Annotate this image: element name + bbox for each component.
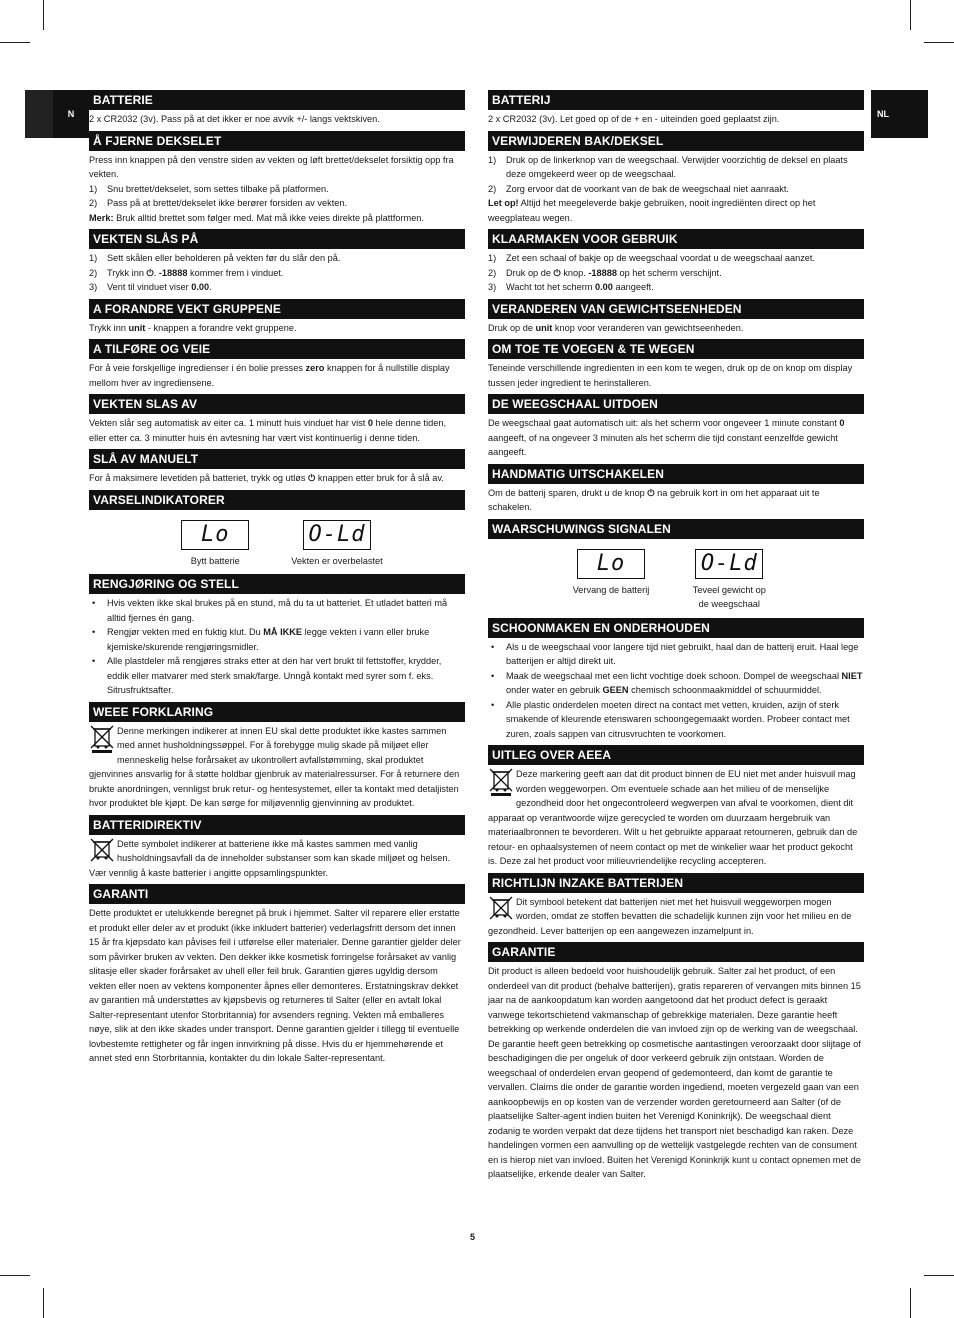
section-heading: RICHTLIJN INZAKE BATTERIJEN [488, 873, 864, 893]
section-heading: KLAARMAKEN VOOR GEBRUIK [488, 229, 864, 249]
list-text: . [209, 282, 212, 292]
section-forandre-vekt [89, 299, 465, 336]
section-klaarmaken [488, 229, 864, 295]
list-item [488, 182, 864, 197]
numbered-list [488, 153, 864, 197]
section-text: Dette produktet er utelukkende beregnet på bruk i hjemmet. Salter vil reparere eller erstatte et produkt eller deler av et produkt (ikke inkludert batterier) vederlagsfritt dersom det innen 15 år fra kjøpsdato kan påvises feil i utførelse eller materialer. Denne garantier gjelder deler som påvirker bruken av vekten. Den dekker ikke kosmetisk forringelse forårsaket av vanlig slitasje eller skader forårsaket av uhell eller feil bruk. Garantien gjøres ugyldig dersom vekten eller noen av vektens komponenter åpnes eller demonteres. Erstatningskrav dekket av garantien må understøttes av kjøpsbevis og returneres til Salter (eller en avtalt lokal Salter-representant utenfor Storbritannia) for avsenders regning. Vekten må emballeres nøye, slik at den ikke skades under transport. Denne garantien gjelder i tillegg til eventuelle lovbestemte rettigheter og får ingen innvirkning på disse. Hvis du er hjemmehørende et annet sted enn Storbritannia, kontakter du din lokale Salter-representant. [89, 908, 461, 1063]
emphasis: NIET [841, 670, 863, 681]
list-item: • Rengjør vekten med en fuktig klut. Du MÅ IKKE legge vekten i vann eller bruke kjemiske/skurende rengjøringsmidler. [89, 625, 465, 654]
list-number: 1) [488, 253, 497, 263]
list-text: Vent til vinduet viser [107, 282, 192, 292]
list-item: • Alle plastdeler må rengjøres straks etter at den har vert brukt til fettstoffer, krydder, eddik eller matvarer med sterk smak/farge. Unngå kontakt med syrer som f. eks. Sitrusfruktsafter. [89, 654, 465, 698]
list-item [89, 280, 465, 295]
section-text: Trykk inn unit - knappen a forandre vekt gruppene. [89, 322, 297, 333]
list-number: 2) [89, 198, 98, 208]
section-fjerne-dekselet [89, 131, 465, 226]
list-number: 1) [488, 154, 497, 165]
section-heading: VEKTEN SLAS AV [89, 394, 465, 414]
section-tilfore-og-veie [89, 339, 465, 390]
list-item [488, 153, 864, 182]
indicator-overload [291, 520, 382, 569]
display-value: 0 [367, 418, 373, 428]
note-label: Let op! [488, 198, 519, 208]
lcd-display: O-Ld [695, 549, 763, 579]
list-number: 2) [488, 267, 497, 278]
crop-mark [43, 0, 44, 30]
numbered-list [89, 182, 465, 211]
power-icon: ⏻ [146, 267, 154, 278]
section-heading: WEEE FORKLARING [89, 702, 465, 722]
section-text: 2 x CR2032 (3v). Let goed op of de + en - uiteinden goed geplaatst zijn. [488, 114, 780, 124]
unit-key: unit [128, 322, 146, 333]
section-text: Om de batterij sparen, drukt u de knop ⏻ na gebruik kort in om het apparaat uit te schakelen. [488, 487, 820, 512]
crop-mark [25, 90, 53, 138]
note [488, 196, 864, 225]
list-number: 2) [89, 267, 98, 278]
indicator-low-battery [573, 549, 650, 612]
crop-mark [0, 1275, 30, 1276]
section-text: Druk op de unit knop voor veranderen van gewichtseenheden. [488, 322, 744, 333]
bullet-list [488, 640, 864, 742]
section-batterij [488, 90, 864, 127]
lcd-display: Lo [577, 549, 645, 579]
list-text: Zet een schaal of bakje op de weegschaal voordat u de weegschaal aanzet. [506, 253, 816, 263]
numbered-list [89, 251, 465, 295]
section-heading: BATTERIDIREKTIV [89, 815, 465, 835]
note [89, 211, 465, 226]
lcd-display: O-Ld [303, 520, 371, 550]
section-heading: VEKTEN SLÅS PÅ [89, 229, 465, 249]
language-tab-norwegian [53, 90, 89, 138]
indicator-row [89, 512, 465, 571]
crop-mark [924, 42, 954, 43]
wheelie-bin-crossed-icon [89, 837, 115, 863]
section-heading: UITLEG OVER AEEA [488, 745, 864, 765]
list-item [89, 196, 465, 211]
indicator-overload [689, 549, 769, 612]
section-rengjoring [89, 574, 465, 698]
note-label: Merk: [89, 212, 114, 223]
list-item [488, 280, 864, 295]
section-varselindikatorer [89, 490, 465, 571]
section-text: 2 x CR2032 (3v). Pass på at det ikker er noe avvik +/- langs vektskiven. [89, 114, 380, 124]
section-vekten-slas-av [89, 394, 465, 445]
section-text: Deze markering geeft aan dat dit product binnen de EU niet met ander huisvuil mag worden weggeworpen. Om eventuele schade aan het milieu of de menselijke gezondheid door het ongecontroleerd wegwerpen van afval te voorkomen, dient dit apparaat op verantwoorde wijze gerecycled te worden om duurzaam hergebruik van materiaalbronnen te bevorderen. Wilt u het gebruikte apparaat retourneren, gebruik dan de retour- en ophaalsystemen of neem contact op met de winkelier waar het product gekocht is. Deze zal het product voor milieuvriendelijke recycling accepteren. [488, 769, 858, 866]
list-number: 3) [488, 282, 497, 292]
list-text: Druk op de [506, 267, 554, 278]
section-text: Dit product is alleen bedoeld voor huishoudelijk gebruik. Salter zal het product, of een onderdeel van dit product (behalve batterijen), gratis repareren of vervangen mits binnen 15 jaar na de aankoopdatum kan worden aangetoond dat het product defect is geraakt vanwege tekortschietend vakmanschap of gebrekkige materialen. Deze garantie heeft betrekking op werkende onderdelen die van invloed zijn op de werking van de weegschaal. De garantie heeft geen betrekking op cosmetische aantastingen veroorzaakt door slijtage of beschadigingen die per ongeluk of door verkeerd gebruik zijn ontstaan. Worden de weegschaal of onderdelen ervan geopend of gedemonteerd, dan komt de garantie te vervallen. Claims die onder de garantie worden ingediend, moeten vergezeld gaan van een aankoopbewijs en op kosten van de verzender worden geretourneerd aan Salter (of de plaatselijke Salter-agent indien buiten het Verenigd Koninkrijk). De weegschaal dient zodanig te worden verpakt dat deze tijdens het transport niet beschadigd kan raken. Deze handelingen vormen een aanvulling op de wettelijk vastgelegde rechten van de consument en is hierop niet van invloed. Buiten het Verenigd Koninkrijk kunt u contact opnemen met de plaatselijke, erkende dealer van Salter. [488, 966, 861, 1179]
list-item [89, 182, 465, 197]
emphasis: MÅ IKKE [263, 627, 303, 637]
numbered-list [488, 251, 864, 295]
section-heading: A TILFØRE OG VEIE [89, 339, 465, 359]
section-heading: HANDMATIG UITSCHAKELEN [488, 464, 864, 484]
section-heading: OM TOE TE VOEGEN & TE WEGEN [488, 339, 864, 359]
indicator-caption: Teveel gewicht op de weegschaal [692, 584, 766, 609]
section-aeea [488, 745, 864, 869]
section-vekten-slas-pa [89, 229, 465, 295]
section-text: For å veie forskjellige ingredienser i én bolie presses zero knappen for å nullstille display mellom hver av ingrediensene. [89, 363, 450, 388]
list-item: • Als u de weegschaal voor langere tijd niet gebruikt, haal dan de batterij eruit. Haal lege batterijen er altijd direkt uit. [488, 640, 864, 669]
section-heading: A FORANDRE VEKT GRUPPENE [89, 299, 465, 319]
zero-key: zero [305, 363, 325, 373]
indicator-row [488, 541, 864, 614]
section-batteridirektiv [89, 815, 465, 881]
section-sla-av-manuelt [89, 449, 465, 486]
display-value: -18888 [588, 267, 617, 278]
power-icon: ⏻ [553, 267, 561, 278]
section-veranderen [488, 299, 864, 336]
display-value: 0.00 [191, 282, 210, 292]
bullet-list [89, 596, 465, 698]
section-waarschuwing [488, 519, 864, 614]
section-handmatig [488, 464, 864, 515]
section-garantie [488, 942, 864, 1182]
section-schoonmaken [488, 618, 864, 742]
list-item [89, 266, 465, 281]
list-number: 2) [488, 183, 497, 194]
display-value: 0 [839, 418, 845, 428]
section-heading: VERANDEREN VAN GEWICHTSEENHEDEN [488, 299, 864, 319]
list-text: Wacht tot het scherm [506, 282, 596, 292]
emphasis: GEEN [602, 685, 629, 695]
section-toevoegen [488, 339, 864, 390]
indicator-caption: Vekten er overbelastet [291, 555, 383, 566]
section-batterie [89, 90, 465, 127]
section-text: Denne merkingen indikerer at innen EU skal dette produktet ikke kastes sammen med annet husholdningssøppel. For å forebygge mulig skade på miljøet eller menneskelig helse forårsaket av ukontrollert avfallstømming, skal produktet gjenvinnes ansvarlig for å støtte holdbar gjenbruk av materialressurser. For å returnere den brukte anordningen, vennligst bruk retur- og hentesystemet, eller ta kontakt med detaljisten hvor produktet ble kjøpt. De kan sørge for miljøvennlig gjenvinning av produktet. [89, 725, 460, 808]
crop-mark [924, 1275, 954, 1276]
display-value: -18888 [158, 267, 188, 278]
section-weee [89, 702, 465, 811]
list-item: • Maak de weegschaal met een licht vochtige doek schoon. Dompel de weegschaal NIET onder water en gebruik GEEN chemisch schoonmaakmiddel of schuurmiddel. [488, 669, 864, 698]
section-heading: WAARSCHUWINGS SIGNALEN [488, 519, 864, 539]
indicator-low-battery [181, 520, 249, 569]
power-icon: ⏻ [308, 473, 316, 483]
tab-label: N [67, 109, 75, 119]
list-number: 1) [89, 183, 98, 194]
list-text: Zorg ervoor dat de voorkant van de bak de weegschaal niet aanraakt. [506, 183, 789, 194]
crop-mark [910, 0, 911, 30]
section-text: Teneinde verschillende ingredienten in een kom te wegen, druk op de on knop om display tussen jeder ingredient te herinstalleren. [488, 363, 853, 388]
note-text: Bruk alltid brettet som følger med. Mat må ikke veies direkte på plattformen. [113, 212, 424, 223]
list-text: knop. [560, 267, 589, 278]
list-text: Pass på at brettet/dekselet ikke berører forsiden av vekten. [107, 198, 348, 208]
indicator-caption: Vervang de batterij [572, 584, 650, 595]
note-text: Altijd het meegeleverde bakje gebruiken, nooit ingrediënten direct op het weegplateau wegen. [488, 198, 816, 223]
list-text: op het scherm verschijnt. [616, 267, 722, 278]
list-text: Druk op de linkerknop van de weegschaal. Verwijder voorzichtig de deksel en plaats deze omgekeerd weer op de weegschaal. [506, 154, 848, 179]
wheelie-bin-crossed-icon [488, 767, 514, 797]
display-value: 0.00 [595, 282, 613, 292]
list-item [488, 266, 864, 281]
list-number: 3) [89, 282, 98, 292]
section-heading: GARANTIE [488, 942, 864, 962]
norwegian-column [89, 90, 465, 1070]
lcd-display: Lo [181, 520, 249, 550]
crop-mark [43, 1288, 44, 1318]
section-uitdoen [488, 394, 864, 460]
section-garanti [89, 884, 465, 1066]
dutch-column [488, 90, 864, 1186]
section-heading: DE WEEGSCHAAL UITDOEN [488, 394, 864, 414]
section-heading: BATTERIE [89, 90, 465, 110]
crop-mark [910, 1288, 911, 1318]
list-text: kommer frem i vinduet. [187, 267, 284, 278]
section-text: Dette symbolet indikerer at batteriene ikke må kastes sammen med vanlig husholdningsavfall da de inneholder substanser som kan skade miljøet og helsen. Vær vennlig å kaste batterier i angitte oppsamlingspunkter. [89, 838, 450, 878]
section-heading: BATTERIJ [488, 90, 864, 110]
list-text: Sett skålen eller beholderen på vekten før du slår den på. [107, 253, 341, 263]
section-richtlijn [488, 873, 864, 939]
list-item [488, 251, 864, 266]
list-text: aangeeft. [612, 282, 654, 292]
language-tab-dutch [871, 90, 928, 138]
section-heading: RENGJØRING OG STELL [89, 574, 465, 594]
section-heading: SLÅ AV MANUELT [89, 449, 465, 469]
section-text: Dit symbool betekent dat batterijen niet met het huisvuil weggeworpen mogen worden, omdat ze stoffen bevatten die schadelijk kunnen zijn voor het milieu en de gezondheid. Lever batterijen op een aangewezen inzamelpunt in. [488, 896, 852, 936]
list-text: Snu brettet/dekselet, som settes tilbake på platformen. [107, 183, 329, 194]
section-verwijderen [488, 131, 864, 226]
power-icon: ⏻ [647, 487, 655, 498]
crop-mark [0, 42, 30, 43]
wheelie-bin-crossed-icon [488, 895, 514, 921]
indicator-caption: Bytt batterie [190, 555, 240, 566]
list-item [89, 251, 465, 266]
section-heading: VARSELINDIKATORER [89, 490, 465, 510]
list-item: • Alle plastic onderdelen moeten direct na contact met vetten, kruiden, azijn of sterk smakende of kleurende etenswaren schoongegemaakt worden. Probeer contact met zuren, zoals sappen van citrusvruchten te voorkomen. [488, 698, 864, 742]
section-heading: SCHOONMAKEN EN ONDERHOUDEN [488, 618, 864, 638]
section-heading: GARANTI [89, 884, 465, 904]
list-item: • Hvis vekten ikke skal brukes på en stund, må du ta ut batteriet. Et utladet batteri må alltid fjernes én gang. [89, 596, 465, 625]
section-text: Vekten slår seg automatisk av eiter ca. 1 minutt huis vinduet har vist 0 hele denne tiden, eller etter ca. 3 minutter huis én avtesning har vært vist kontinuerlig i denne tiden. [89, 418, 447, 443]
page-number: 5 [470, 1232, 476, 1242]
list-number: 1) [89, 253, 98, 263]
section-heading: Å FJERNE DEKSELET [89, 131, 465, 151]
wheelie-bin-crossed-icon [89, 724, 115, 754]
section-text: De weegschaal gaat automatisch uit: als het scherm voor ongeveer 1 minute constant 0 aangeeft, of na ongeveer 3 minuten als het scherm die tijd constant eenzelfde gewicht aangeeft. [488, 418, 845, 457]
section-text: Press inn knappen på den venstre siden av vekten og løft brettet/dekselet forsiktig opp fra vekten. [89, 154, 454, 179]
tab-label: NL [877, 109, 889, 119]
list-text: . [153, 267, 159, 278]
section-heading: VERWIJDEREN BAK/DEKSEL [488, 131, 864, 151]
list-text: Trykk inn [107, 267, 147, 278]
unit-key: unit [535, 322, 553, 333]
section-text: For å maksimere levetiden på batteriet, trykk og utløs ⏻ knappen etter bruk for å slå av. [89, 473, 444, 483]
